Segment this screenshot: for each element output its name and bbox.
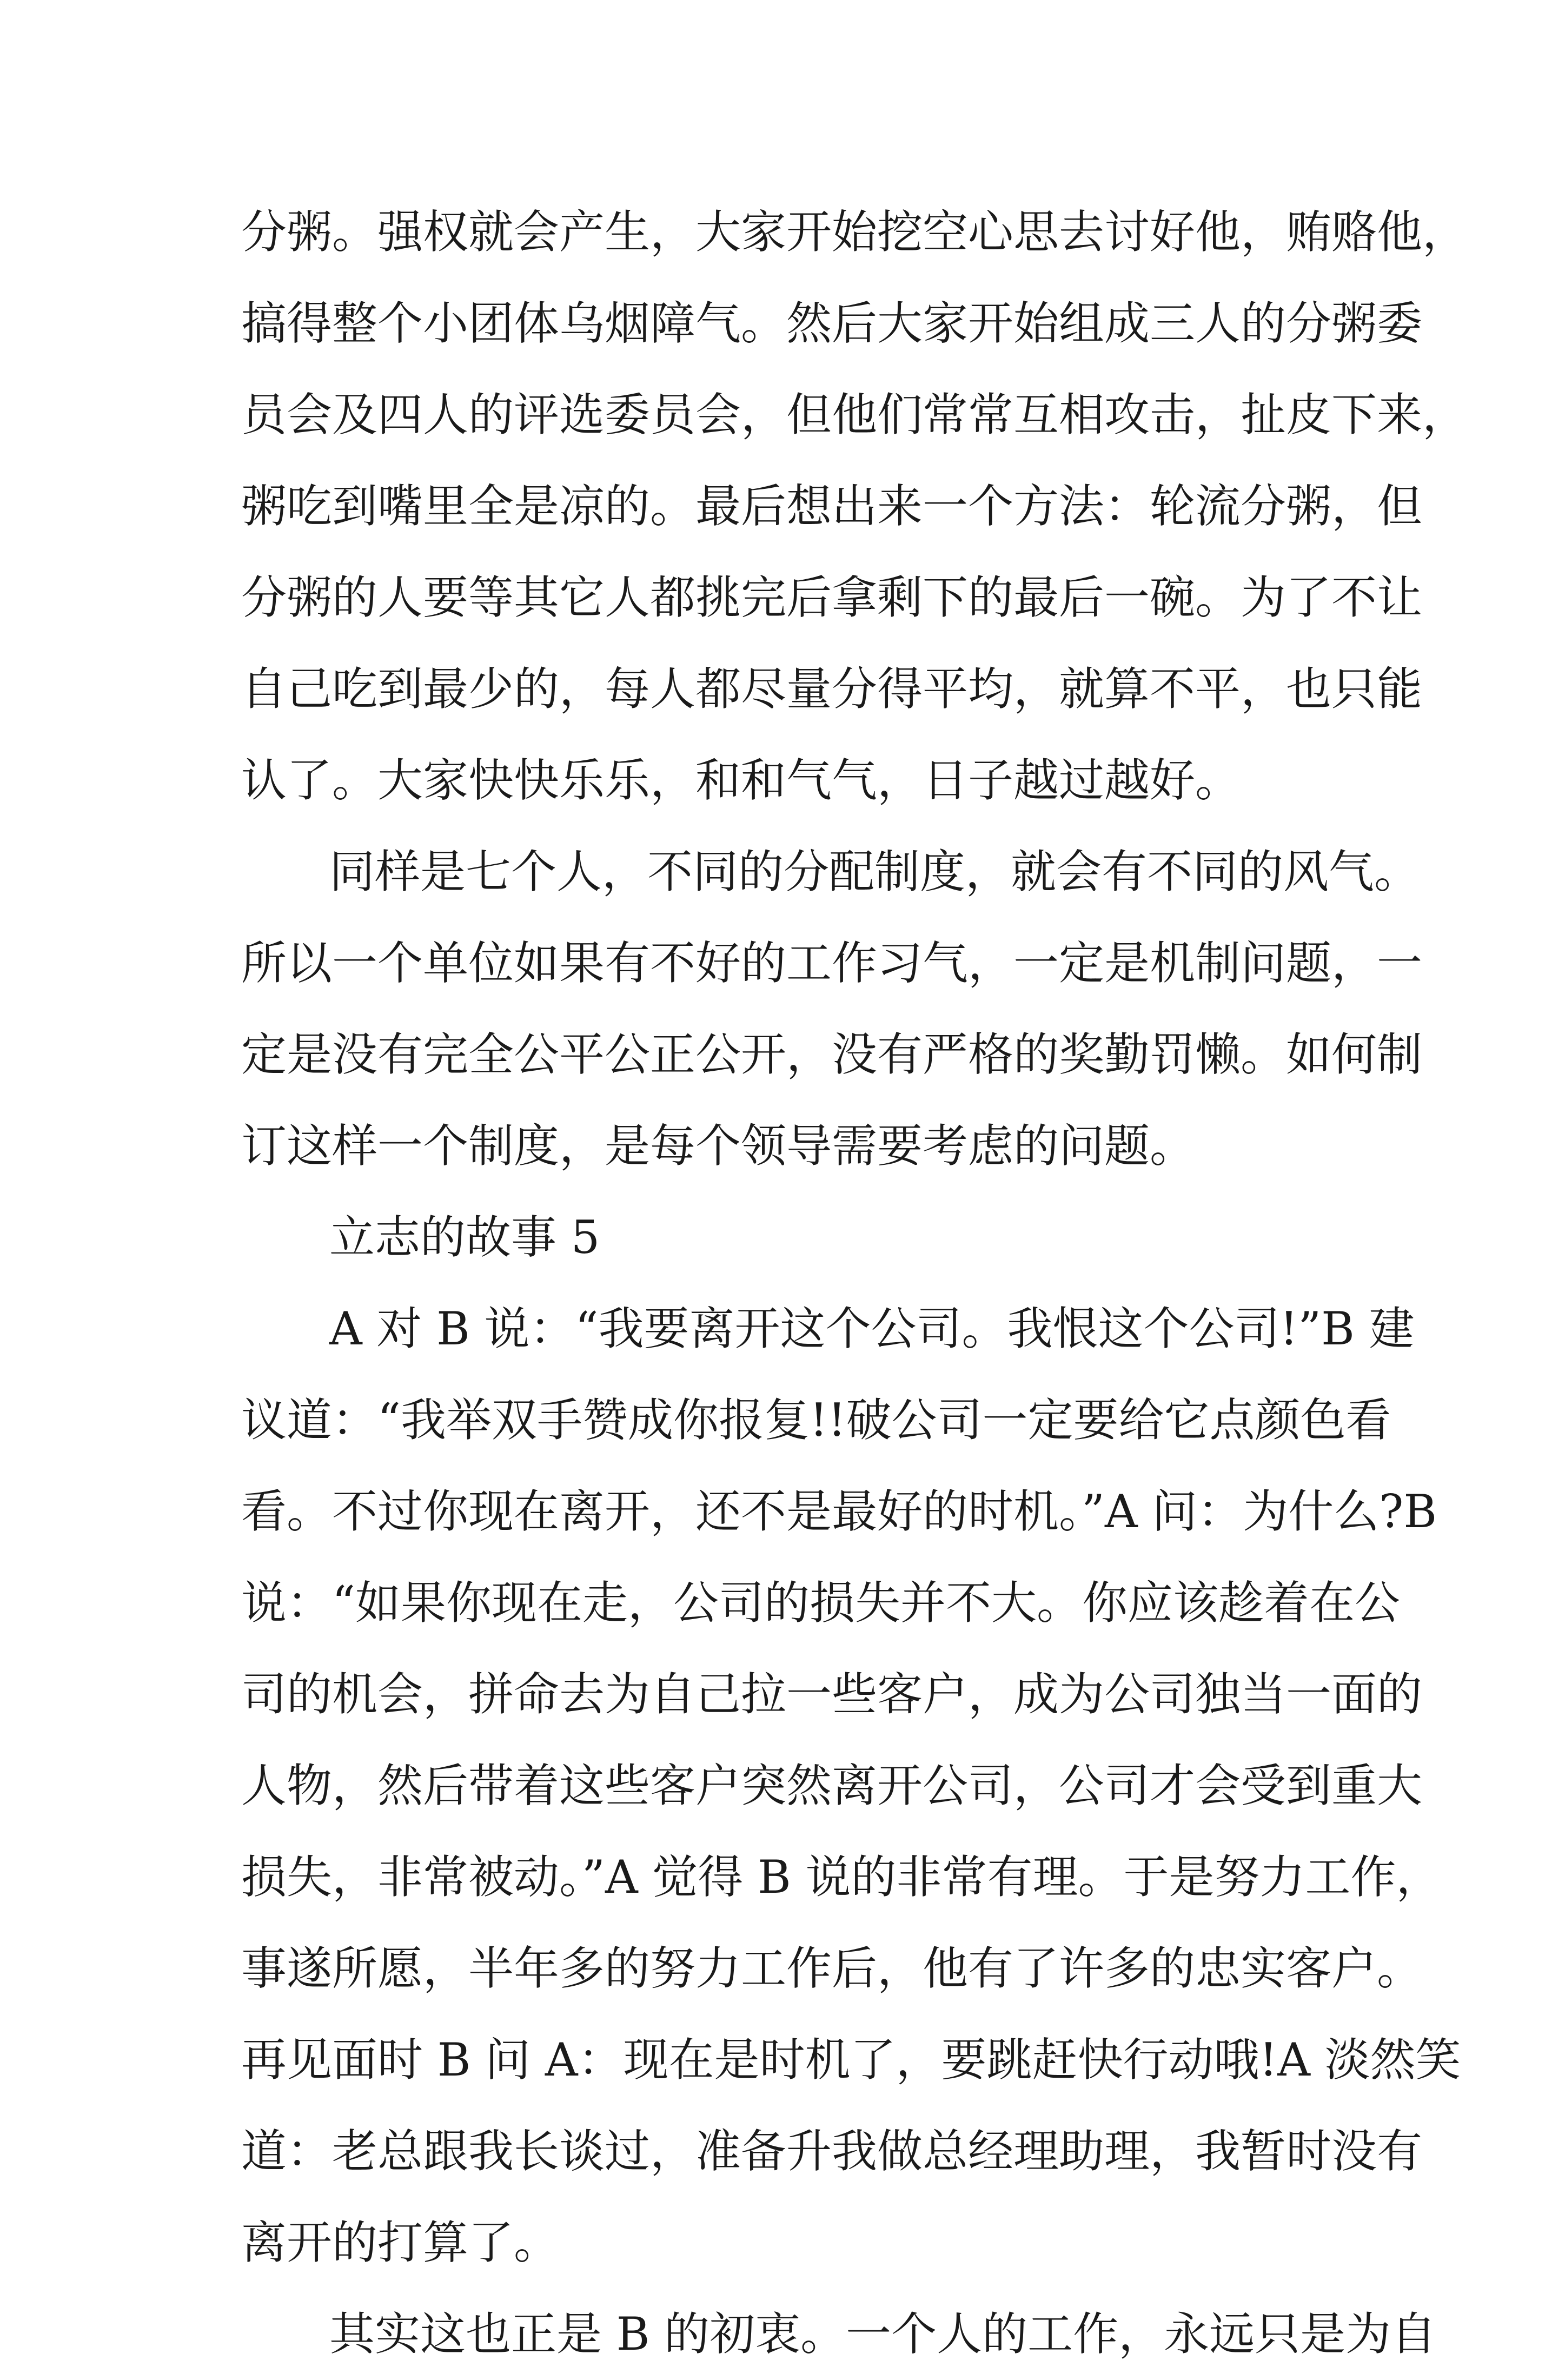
text-line: 所以一个单位如果有不好的工作习气，一定是机制问题，一	[241, 937, 1423, 990]
text-line: 损失，非常被动。”A 觉得 B 说的非常有理。于是努力工作，	[241, 1851, 1442, 1904]
text-line: 离开的打算了。	[241, 2216, 560, 2269]
text-line: 司的机会，拼命去为自己拉一些客户，成为公司独当一面的	[241, 1668, 1423, 1721]
section-heading: 立志的故事 5	[329, 1211, 600, 1264]
text-line: 自己吃到最少的，每人都尽量分得平均，就算不平，也只能	[241, 662, 1423, 715]
text-line: 分粥。强权就会产生，大家开始挖空心思去讨好他，贿赂他，	[241, 205, 1468, 258]
text-line: 搞得整个小团体乌烟障气。然后大家开始组成三人的分粥委	[241, 297, 1423, 350]
text-line: 道：老总跟我长谈过，准备升我做总经理助理，我暂时没有	[241, 2125, 1423, 2178]
paragraph-start-line: 其实这也正是 B 的初衷。一个人的工作，永远只是为自	[329, 2308, 1437, 2361]
paragraph-start-line: 同样是七个人，不同的分配制度，就会有不同的风气。	[329, 845, 1420, 898]
text-line: 粥吃到嘴里全是凉的。最后想出来一个方法：轮流分粥，但	[241, 480, 1423, 533]
text-line: 订这样一个制度，是每个领导需要考虑的问题。	[241, 1119, 1196, 1172]
text-line: 看。不过你现在离开，还不是最好的时机。”A 问：为什么?B	[241, 1485, 1437, 1538]
text-line: 人物，然后带着这些客户突然离开公司，公司才会受到重大	[241, 1759, 1423, 1812]
text-line: 员会及四人的评选委员会，但他们常常互相攻击，扯皮下来，	[241, 388, 1468, 441]
text-line: 认了。大家快快乐乐，和和气气，日子越过越好。	[241, 754, 1241, 807]
body-text	[241, 187, 1468, 2380]
text-line: 说：“如果你现在走，公司的损失并不大。你应该趁着在公	[241, 1576, 1400, 1629]
paragraph-start-line: A 对 B 说：“我要离开这个公司。我恨这个公司!”B 建	[329, 1302, 1415, 1355]
text-line: 分粥的人要等其它人都挑完后拿剩下的最后一碗。为了不让	[241, 571, 1423, 624]
text-line: 事遂所愿，半年多的努力工作后，他有了许多的忠实客户。	[241, 1942, 1423, 1995]
text-line: 议道：“我举双手赞成你报复!!破公司一定要给它点颜色看	[241, 1394, 1391, 1447]
text-line: 再见面时 B 问 A：现在是时机了，要跳赶快行动哦!A 淡然笑	[241, 2033, 1461, 2086]
text-line: 定是没有完全公平公正公开，没有严格的奖勤罚懒。如何制	[241, 1028, 1423, 1081]
